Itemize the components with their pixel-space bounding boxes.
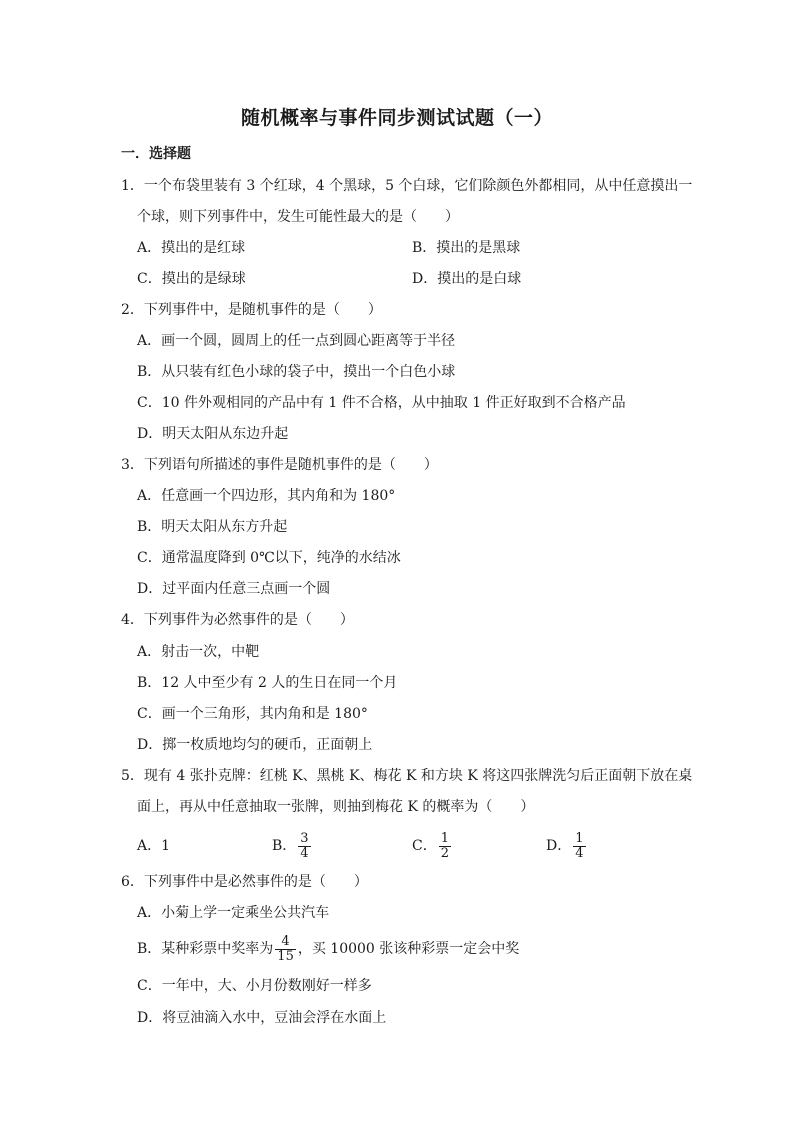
question-3-stem: 3．下列语句所描述的事件是随机事件的是（ ） [121, 457, 438, 473]
fraction-denominator: 4 [575, 845, 584, 861]
question-3-option-d: D．过平面内任意三点画一个圆 [137, 581, 331, 597]
question-1-line-1: 1．一个布袋里装有 3 个红球，4 个黑球，5 个白球，它们除颜色外都相同，从中任意摸出一 [121, 178, 693, 194]
question-5-line-1: 5．现有 4 张扑克牌：红桃 K、黑桃 K、梅花 K 和方块 K 将这四张牌洗匀后正面朝下放在桌 [121, 768, 693, 784]
question-1-option-d: D．摸出的是白球 [412, 271, 522, 287]
question-6-stem: 6．下列事件中是必然事件的是（ ） [121, 874, 368, 890]
question-1-line-2: 个球，则下列事件中，发生可能性最大的是（ ） [137, 209, 459, 225]
question-4-option-a: A．射击一次，中靶 [137, 644, 260, 660]
question-4-option-b: B．12 人中至少有 2 人的生日在同一个月 [137, 675, 398, 691]
section-heading: 一．选择题 [121, 146, 191, 162]
fraction-numerator: 1 [440, 830, 449, 846]
question-2-option-b: B．从只装有红色小球的袋子中，摸出一个白色小球 [137, 364, 456, 380]
question-5-option-a: A．1 [137, 838, 171, 854]
option-c-label: C． [412, 838, 437, 854]
fraction-one-quarter [573, 832, 585, 861]
question-2-option-c: C．10 件外观相同的产品中有 1 件不合格，从中抽取 1 件正好取到不合格产品 [137, 395, 626, 411]
question-5-option-b [272, 827, 313, 865]
question-4-stem: 4．下列事件为必然事件的是（ ） [121, 612, 354, 628]
question-3-option-a: A．任意画一个四边形，其内角和为 180° [137, 488, 396, 504]
fraction-numerator: 1 [575, 830, 584, 846]
fraction-four-fifteenths [275, 935, 296, 964]
question-5-option-c [412, 827, 453, 865]
question-2-stem: 2．下列事件中，是随机事件的是（ ） [121, 302, 382, 318]
option-b-prefix: B．某种彩票中奖率为 [137, 941, 274, 957]
question-1-option-c: C．摸出的是绿球 [137, 271, 246, 287]
question-6-option-a: A．小菊上学一定乘坐公共汽车 [137, 905, 330, 921]
question-2-option-d: D．明天太阳从东边升起 [137, 426, 289, 442]
question-4-option-d: D．掷一枚质地均匀的硬币，正面朝上 [137, 737, 373, 753]
option-b-label: B． [272, 838, 297, 854]
question-1-option-a: A．摸出的是红球 [137, 240, 246, 256]
fraction-denominator: 4 [300, 845, 309, 861]
question-4-option-c: C．画一个三角形，其内角和是 180° [137, 706, 368, 722]
question-3-option-b: B．明天太阳从东方升起 [137, 519, 288, 535]
fraction-denominator: 15 [277, 948, 294, 964]
question-6-option-c: C．一年中，大、小月份数刚好一样多 [137, 978, 372, 994]
fraction-denominator: 2 [440, 845, 449, 861]
question-6-option-d: D．将豆油滴入水中，豆油会浮在水面上 [137, 1010, 387, 1026]
fraction-numerator: 4 [275, 935, 296, 950]
question-5-option-d [546, 827, 588, 865]
fraction-numerator: 3 [300, 830, 309, 846]
page-title: 随机概率与事件同步测试试题（一） [240, 107, 553, 129]
option-d-label: D． [546, 838, 572, 854]
fraction-one-half [439, 832, 451, 861]
fraction-three-quarters [298, 832, 310, 861]
question-5-line-2: 面上，再从中任意抽取一张牌，则抽到梅花 K 的概率为（ ） [137, 799, 535, 815]
question-1-option-b: B．摸出的是黑球 [412, 240, 521, 256]
question-2-option-a: A．画一个圆，圆周上的任一点到圆心距离等于半径 [137, 333, 456, 349]
question-3-option-c: C．通常温度降到 0℃以下，纯净的水结冰 [137, 550, 401, 566]
option-b-suffix: ，买 10000 张该种彩票一定会中奖 [297, 941, 520, 957]
question-6-option-b [137, 930, 519, 968]
